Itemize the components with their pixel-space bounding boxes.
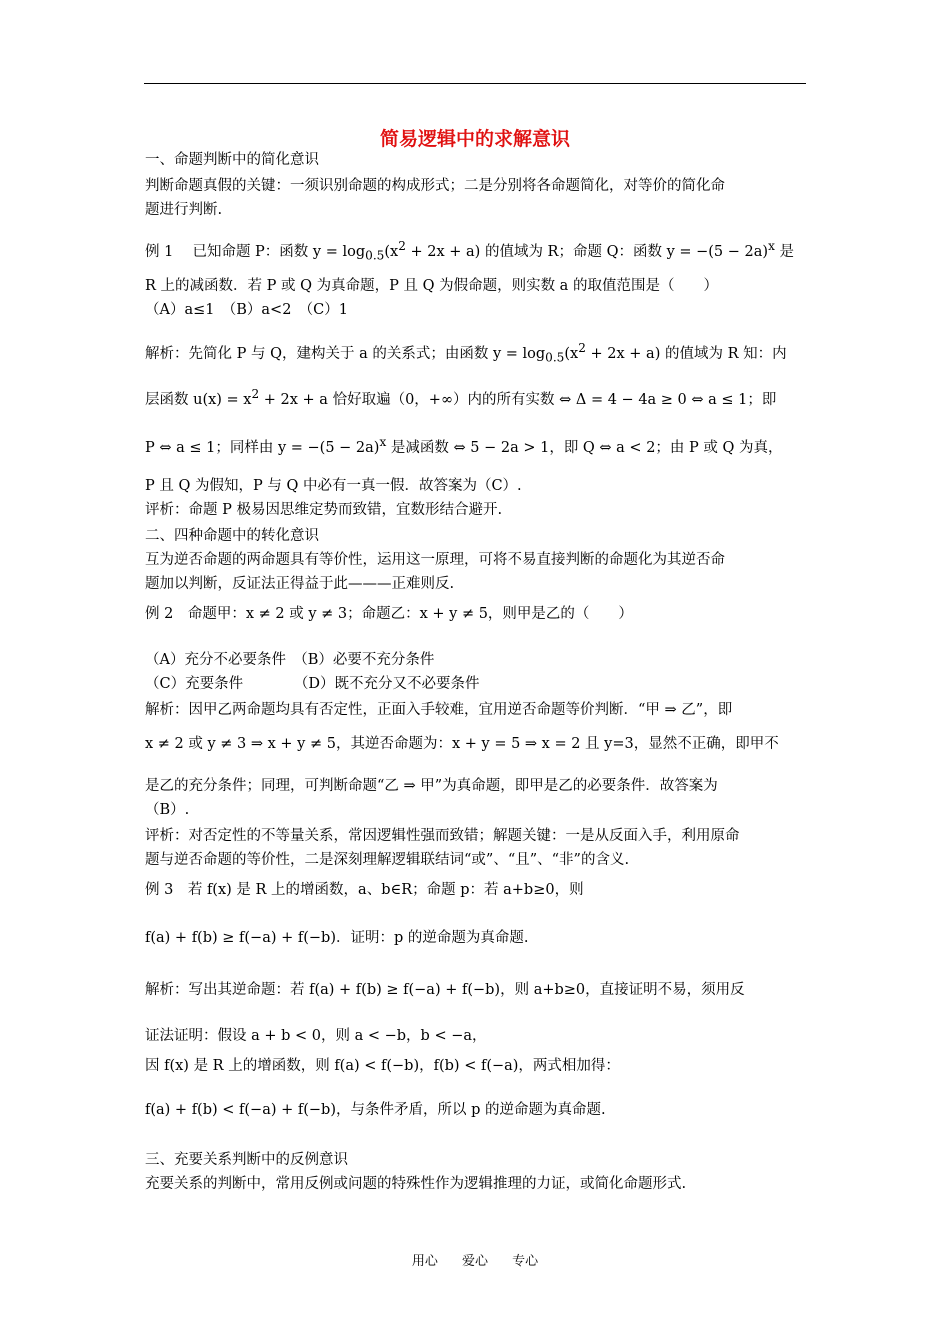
body-line: 充要关系的判断中，常用反例或问题的特殊性作为逻辑推理的力证，或简化命题形式. — [145, 1176, 687, 1192]
body-line: 解析：先简化 P 与 Q，建构关于 a 的关系式；由函数 $y = \log_{0.5}(x^2 + 2x + a)$ 的值域为 R 知：内 — [145, 341, 787, 365]
body-line: 题进行判断. — [145, 202, 223, 218]
page-title: 简易逻辑中的求解意识 — [379, 128, 570, 150]
body-line: 三、充要关系判断中的反例意识 — [145, 1152, 348, 1168]
body-line: （A）充分不必要条件 （B）必要不充分条件 — [145, 652, 435, 668]
body-line: 一、命题判断中的简化意识 — [145, 152, 319, 168]
body-line: 例 1 已知命题 P：函数 $y = \log_{0.5}(x^2 + 2x + a)$ 的值域为 R；命题 Q：函数 $y = -(5 - 2a)^x$ 是 — [145, 239, 794, 263]
body-line: R 上的减函数．若 P 或 Q 为真命题，P 且 Q 为假命题，则实数 a 的取值范围是（ ） — [145, 278, 718, 294]
body-line: （B）. — [145, 802, 190, 818]
body-line: f(a) + f(b) < f(−a) + f(−b)，与条件矛盾，所以 p 的逆命题为真命题. — [145, 1102, 606, 1118]
body-line: f(a) + f(b) ≥ f(−a) + f(−b)．证明：p 的逆命题为真命题. — [145, 930, 529, 946]
body-line: 题加以判断，反证法正得益于此———正难则反. — [145, 576, 455, 592]
body-line: 因 f(x) 是 R 上的增函数，则 f(a) < f(−b)，f(b) < f(−a)，两式相加得： — [145, 1058, 620, 1074]
header-rule — [144, 83, 806, 84]
body-line: 例 2 命题甲：x ≠ 2 或 y ≠ 3；命题乙：x + y ≠ 5，则甲是乙的（ ） — [145, 606, 633, 622]
body-line: 互为逆否命题的两命题具有等价性，运用这一原理，可将不易直接判断的命题化为其逆否命 — [145, 552, 725, 568]
body-line: 二、四种命题中的转化意识 — [145, 528, 319, 544]
body-line: 例 3 若 f(x) 是 R 上的增函数，a、b∈R；命题 p：若 a+b≥0，则 — [145, 882, 584, 898]
body-line: 题与逆否命题的等价性，二是深刻理解逻辑联结词“或”、“且”、“非”的含义. — [145, 852, 630, 868]
body-line: 解析：因甲乙两命题均具有否定性，正面入手较难，宜用逆否命题等价判断．“甲 ⇒ 乙”，即 — [145, 702, 733, 718]
body-line: x ≠ 2 或 y ≠ 3 ⇒ x + y ≠ 5，其逆否命题为：x + y = 5 ⇒ x = 2 且 y=3，显然不正确，即甲不 — [145, 736, 779, 752]
body-line: 判断命题真假的关键：一须识别命题的构成形式；二是分别将各命题简化，对等价的简化命 — [145, 178, 725, 194]
page-footer: 用心 爱心 专心 — [411, 1254, 539, 1269]
body-line: （C）充要条件 （D）既不充分又不必要条件 — [145, 676, 480, 692]
body-line: P ⇔ a ≤ 1；同样由 $y = -(5 - 2a)^x$ 是减函数 ⇔ 5 − 2a > 1，即 Q ⇔ a < 2；由 P 或 Q 为真， — [145, 435, 783, 456]
body-line: （A）a≤1 （B）a<2 （C）1 — [145, 302, 348, 318]
body-line: 证法证明：假设 a + b < 0，则 a < −b，b < −a， — [145, 1028, 487, 1044]
body-line: 是乙的充分条件；同理，可判断命题“乙 ⇒ 甲”为真命题，即甲是乙的必要条件．故答案为 — [145, 778, 718, 794]
body-line: 解析：写出其逆命题：若 f(a) + f(b) ≥ f(−a) + f(−b)，则 a+b≥0，直接证明不易，须用反 — [145, 982, 745, 998]
body-line: 评析：对否定性的不等量关系，常因逻辑性强而致错；解题关键：一是从反面入手，利用原命 — [145, 828, 740, 844]
body-line: 评析：命题 P 极易因思维定势而致错，宜数形结合避开. — [145, 502, 503, 518]
body-line: P 且 Q 为假知，P 与 Q 中必有一真一假．故答案为（C）. — [145, 478, 522, 494]
body-line: 层函数 $u(x) = x^2 + 2x + a$ 恰好取遍（0，+∞）内的所有实数 ⇔ Δ = 4 − 4a ≥ 0 ⇔ a ≤ 1；即 — [145, 387, 777, 408]
